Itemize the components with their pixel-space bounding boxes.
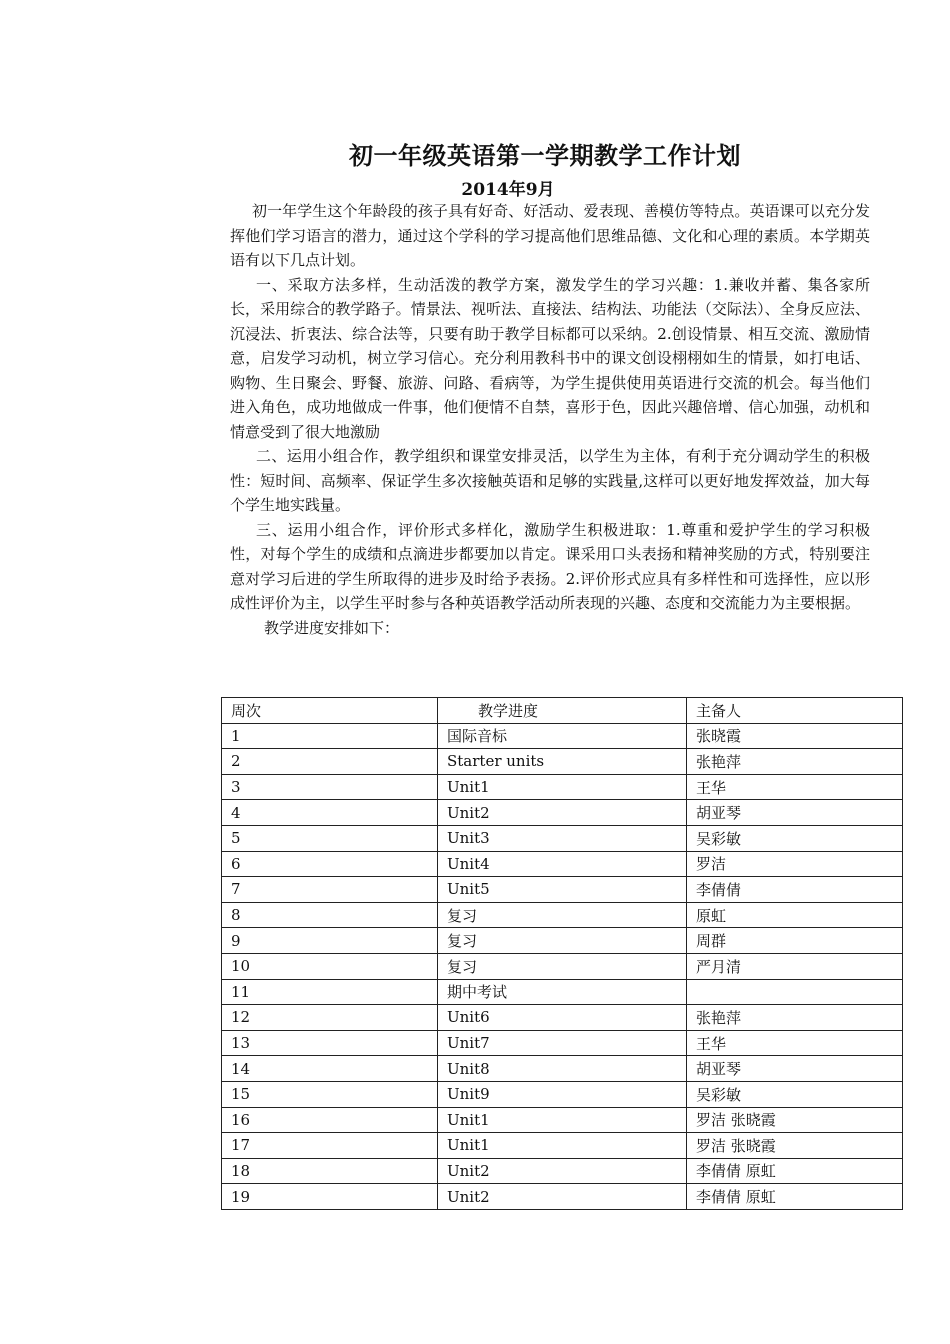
week-cell: 4	[222, 800, 438, 826]
progress-cell: 复习	[438, 953, 687, 979]
table-row	[222, 723, 903, 749]
header-preparer: 主备人	[687, 698, 903, 724]
table-row	[222, 825, 903, 851]
progress-cell: Unit1	[438, 1133, 687, 1159]
progress-cell: Unit6	[438, 1005, 687, 1031]
preparer-cell: 原虹	[687, 902, 903, 928]
progress-cell: Unit2	[438, 1184, 687, 1210]
table-row	[222, 1158, 903, 1184]
preparer-cell	[687, 979, 903, 1005]
preparer-cell: 吴彩敏	[687, 825, 903, 851]
table-row	[222, 953, 903, 979]
week-cell: 10	[222, 953, 438, 979]
preparer-cell: 王华	[687, 1030, 903, 1056]
progress-cell: Unit7	[438, 1030, 687, 1056]
preparer-cell: 严月清	[687, 953, 903, 979]
week-cell: 7	[222, 877, 438, 903]
table-row	[222, 800, 903, 826]
table-row	[222, 851, 903, 877]
table-row	[222, 928, 903, 954]
table-row	[222, 749, 903, 775]
progress-cell: Unit8	[438, 1056, 687, 1082]
table-row	[222, 774, 903, 800]
preparer-cell: 李倩倩	[687, 877, 903, 903]
table-header-row	[222, 698, 903, 724]
document-title: 初一年级英语第一学期教学工作计划	[349, 141, 741, 170]
week-cell: 18	[222, 1158, 438, 1184]
table-row	[222, 877, 903, 903]
progress-cell: 复习	[438, 928, 687, 954]
table-row	[222, 1107, 903, 1133]
week-cell: 3	[222, 774, 438, 800]
schedule-intro: 教学进度安排如下：	[264, 618, 400, 637]
week-cell: 19	[222, 1184, 438, 1210]
week-cell: 13	[222, 1030, 438, 1056]
progress-cell: Unit3	[438, 825, 687, 851]
progress-cell: Unit4	[438, 851, 687, 877]
header-week: 周次	[222, 698, 438, 724]
progress-cell: Unit1	[438, 1107, 687, 1133]
intro-paragraph: 初一年学生这个年龄段的孩子具有好奇、好活动、爱表现、善模仿等特点。英语课可以充分发挥他们学习语言的潜力，通过这个学科的学习提高他们思维品德、文化和心理的素质。本学期英语有以下几点计划。	[230, 202, 870, 269]
week-cell: 2	[222, 749, 438, 775]
progress-cell: Unit5	[438, 877, 687, 903]
preparer-cell: 周群	[687, 928, 903, 954]
header-progress: 教学进度	[438, 698, 687, 724]
table-row	[222, 1133, 903, 1159]
progress-cell: Unit2	[438, 1158, 687, 1184]
week-cell: 12	[222, 1005, 438, 1031]
week-cell: 15	[222, 1081, 438, 1107]
document-date: 2014年9月	[461, 180, 555, 200]
week-cell: 16	[222, 1107, 438, 1133]
preparer-cell: 张艳萍	[687, 1005, 903, 1031]
week-cell: 14	[222, 1056, 438, 1082]
week-cell: 8	[222, 902, 438, 928]
progress-cell: 国际音标	[438, 723, 687, 749]
progress-cell: Unit9	[438, 1081, 687, 1107]
preparer-cell: 王华	[687, 774, 903, 800]
progress-cell: Unit1	[438, 774, 687, 800]
progress-cell: 期中考试	[438, 979, 687, 1005]
preparer-cell: 张晓霞	[687, 723, 903, 749]
progress-cell: Unit2	[438, 800, 687, 826]
preparer-cell: 李倩倩 原虹	[687, 1184, 903, 1210]
preparer-cell: 罗洁 张晓霞	[687, 1133, 903, 1159]
week-cell: 1	[222, 723, 438, 749]
table-row	[222, 1184, 903, 1210]
plan-paragraph-3: 三、运用小组合作，评价形式多样化，激励学生积极进取：1.尊重和爱护学生的学习积极性，对每个学生的成绩和点滴进步都要加以肯定。课采用口头表扬和精神奖励的方式，特别要注意对学习后进的学生所取得的进步及时给予表扬。2.评价形式应具有多样性和可选择性，应以形成性评价为主，以学生平时参与各种英语教学活动所表现的兴趣、态度和交流能力为主要根据。	[230, 520, 870, 612]
table-row	[222, 1081, 903, 1107]
week-cell: 6	[222, 851, 438, 877]
preparer-cell: 张艳萍	[687, 749, 903, 775]
preparer-cell: 胡亚琴	[687, 1056, 903, 1082]
plan-paragraph-1: 一、采取方法多样，生动活泼的教学方案，激发学生的学习兴趣：1.兼收并蓄、集各家所长，采用综合的教学路子。情景法、视听法、直接法、结构法、功能法（交际法）、全身反应法、沉浸法、折衷法、综合法等，只要有助于教学目标都可以采纳。2.创设情景、相互交流、激励情意，启发学习动机，树立学习信心。充分利用教科书中的课文创设栩栩如生的情景，如打电话、购物、生日聚会、野餐、旅游、问路、看病等，为学生提供使用英语进行交流的机会。每当他们进入角色，成功地做成一件事，他们便情不自禁，喜形于色，因此兴趣倍增、信心加强，动机和情意受到了很大地激励	[230, 275, 870, 441]
document-body	[230, 199, 870, 640]
schedule-table	[221, 697, 903, 1210]
plan-paragraph-2: 二、运用小组合作，教学组织和课堂安排灵活，以学生为主体，有利于充分调动学生的积极性：短时间、高频率、保证学生多次接触英语和足够的实践量,这样可以更好地发挥效益，加大每个学生地实践量。	[230, 447, 870, 514]
progress-cell: 复习	[438, 902, 687, 928]
table-row	[222, 902, 903, 928]
progress-cell: Starter units	[438, 749, 687, 775]
week-cell: 17	[222, 1133, 438, 1159]
preparer-cell: 李倩倩 原虹	[687, 1158, 903, 1184]
schedule-table-body	[222, 723, 903, 1209]
week-cell: 11	[222, 979, 438, 1005]
week-cell: 5	[222, 825, 438, 851]
preparer-cell: 胡亚琴	[687, 800, 903, 826]
table-row	[222, 1056, 903, 1082]
preparer-cell: 罗洁	[687, 851, 903, 877]
table-row	[222, 1005, 903, 1031]
table-row	[222, 979, 903, 1005]
preparer-cell: 吴彩敏	[687, 1081, 903, 1107]
week-cell: 9	[222, 928, 438, 954]
preparer-cell: 罗洁 张晓霞	[687, 1107, 903, 1133]
table-row	[222, 1030, 903, 1056]
